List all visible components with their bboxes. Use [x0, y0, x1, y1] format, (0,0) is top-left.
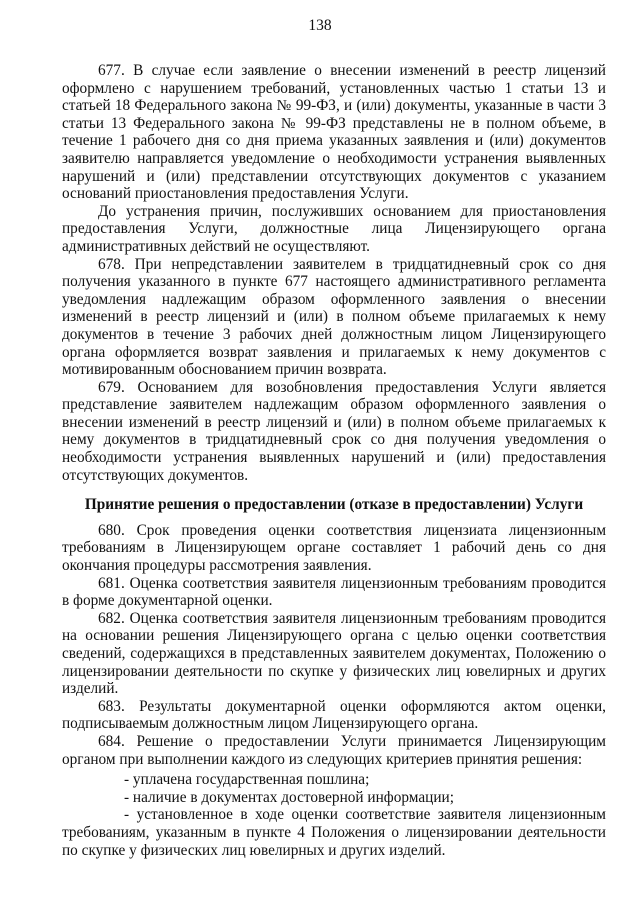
paragraph-678: 678. При непредставлении заявителем в тридцатидневный срок со дня получения указанного в пункте 677 настоящего административного регламента уведомления надлежащим образом оформленного заявления о внесении изменений в реестр лицензий и (или) в полном объеме прилагаемых к нему документов в течение 3 рабочих дней должностным лицом Лицензирующего органа оформляется возврат заявления и прилагаемых к нему документов с мотивированным обоснованием причин возврата.: [62, 255, 606, 379]
criteria-list: [62, 771, 606, 859]
paragraph-683: 683. Результаты документарной оценки оформляются актом оценки, подписываемым должностным лицом Лицензирующего органа.: [62, 697, 606, 733]
criteria-item-fee: - уплачена государственная пошлина;: [124, 771, 370, 789]
page-number: 138: [308, 17, 332, 34]
paragraph-682: 682. Оценка соответствия заявителя лицензионным требованиям проводится на основании решения Лицензирующего органа с целью оценки соответствия сведений, содержащихся в представленных заявителем документах, Положению о лицензировании деятельности по скупке у физических лиц ювелирных и других изделий.: [62, 609, 606, 698]
paragraph-679: 679. Основанием для возобновления предоставления Услуги является представление заявителем надлежащим образом оформленного заявления о внесении изменений в реестр лицензий и (или) в полном объеме прилагаемых к нему документов в тридцатидневный срок со дня получения уведомления о необходимости устранения выявленных нарушений и (или) предоставления отсутствующих документов.: [62, 378, 606, 484]
section-heading: Принятие решения о предоставлении (отказе в предоставлении) Услуги: [84, 496, 584, 514]
paragraph-677: 677. В случае если заявление о внесении изменений в реестр лицензий оформлено с нарушением требований, установленных частью 1 статьи 13 и статьей 18 Федерального закона № 99-ФЗ, и (или) документы, указанные в части 3 статьи 13 Федерального закона № 99-ФЗ представлены не в полном объеме, в течение 1 рабочего дня со дня приема указанных заявления и (или) документов заявителю направляется уведомление о необходимости устранения выявленных нарушений и (или) представлении отсутствующих документов с указанием оснований приостановления предоставления Услуги.: [62, 62, 606, 203]
paragraph-681: 681. Оценка соответствия заявителя лицензионным требованиям проводится в форме документарной оценки.: [62, 574, 606, 610]
page-content: [62, 62, 606, 859]
paragraph-680: 680. Срок проведения оценки соответствия лицензиата лицензионным требованиям в Лицензирующем органе составляет 1 рабочий день со дня окончания процедуры рассмотрения заявления.: [62, 521, 606, 575]
paragraph-suspension-note: До устранения причин, послуживших основанием для приостановления предоставления Услуги, должностные лица Лицензирующего органа административных действий не осуществляют.: [62, 202, 606, 255]
criteria-item-compliance: - установленное в ходе оценки соответствие заявителя лицензионным требованиям, указанным в пункте 4 Положения о лицензировании деятельности по скупке у физических лиц ювелирных и других изделий.: [62, 806, 606, 859]
paragraph-684: 684. Решение о предоставлении Услуги принимается Лицензирующим органом при выполнении каждого из следующих критериев принятия решения:: [62, 732, 606, 768]
criteria-item-reliable-info: - наличие в документах достоверной информации;: [124, 788, 454, 806]
